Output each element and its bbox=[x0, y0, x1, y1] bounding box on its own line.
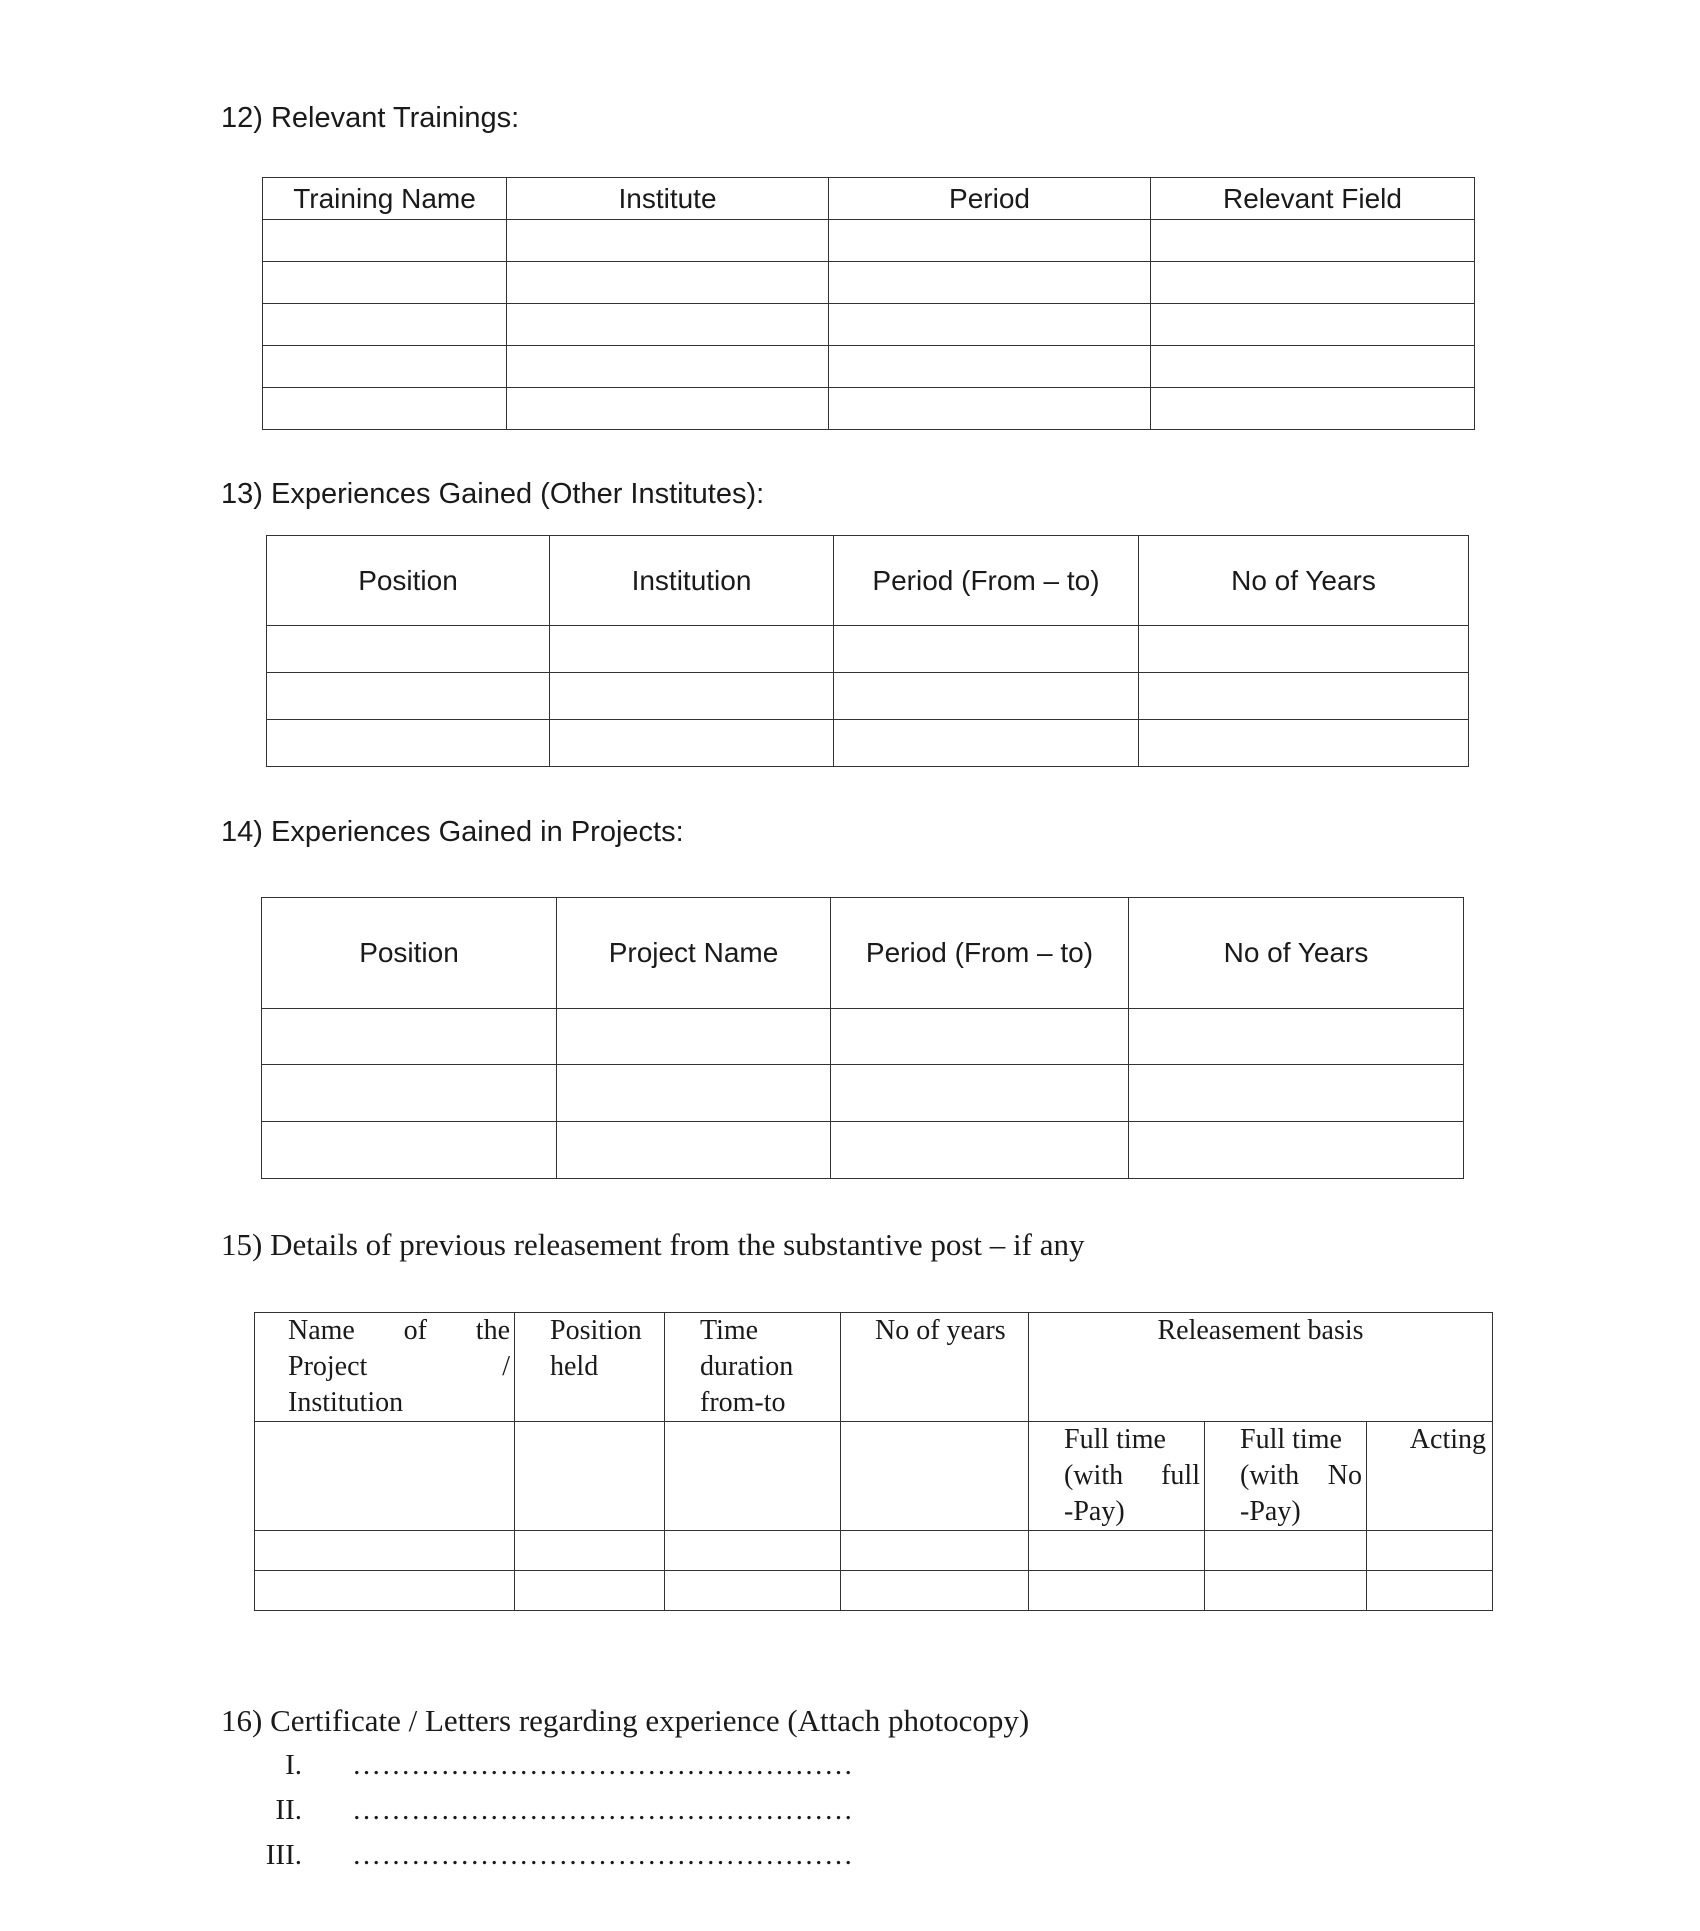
subheader-line: (with No bbox=[1240, 1460, 1362, 1491]
empty-cell[interactable] bbox=[1367, 1531, 1493, 1571]
empty-cell[interactable] bbox=[834, 720, 1139, 767]
other-institutes-experience-table bbox=[266, 535, 1469, 767]
empty-cell[interactable] bbox=[262, 1009, 557, 1065]
empty-cell[interactable] bbox=[1139, 720, 1469, 767]
empty-cell[interactable] bbox=[1129, 1122, 1464, 1179]
empty-cell[interactable] bbox=[263, 220, 507, 262]
col-header-line: Project / bbox=[288, 1351, 510, 1382]
col-header-line: Institution bbox=[288, 1387, 404, 1418]
empty-cell[interactable] bbox=[665, 1571, 841, 1611]
col-header-position-held: Position held bbox=[515, 1313, 665, 1422]
empty-cell[interactable] bbox=[829, 388, 1151, 430]
col-header-period: Period bbox=[829, 178, 1151, 220]
section-15-heading: 15) Details of previous releasement from the substantive post – if any bbox=[221, 1227, 1085, 1262]
empty-cell[interactable] bbox=[255, 1531, 515, 1571]
empty-cell[interactable] bbox=[1367, 1571, 1493, 1611]
empty-cell[interactable] bbox=[1029, 1531, 1205, 1571]
empty-cell[interactable] bbox=[255, 1571, 515, 1611]
empty-cell[interactable] bbox=[263, 346, 507, 388]
empty-cell[interactable] bbox=[507, 262, 829, 304]
table-row bbox=[255, 1571, 1493, 1611]
subheader-full-time-full-pay bbox=[1029, 1422, 1205, 1531]
dotted-line: …………………………………………… bbox=[352, 1794, 854, 1826]
empty-cell[interactable] bbox=[1151, 220, 1475, 262]
empty-cell[interactable] bbox=[515, 1571, 665, 1611]
list-item-number: III. bbox=[265, 1839, 302, 1871]
table-row bbox=[267, 720, 1469, 767]
empty-cell[interactable] bbox=[829, 262, 1151, 304]
empty-cell[interactable] bbox=[507, 388, 829, 430]
empty-cell[interactable] bbox=[1205, 1531, 1367, 1571]
empty-cell[interactable] bbox=[557, 1122, 831, 1179]
section-16-heading: 16) Certificate / Letters regarding experience (Attach photocopy) bbox=[221, 1703, 1030, 1738]
col-header-position: Position bbox=[267, 536, 550, 626]
section-13-heading: 13) Experiences Gained (Other Institutes): bbox=[221, 478, 765, 510]
empty-cell[interactable] bbox=[831, 1065, 1129, 1122]
empty-cell[interactable] bbox=[1151, 262, 1475, 304]
empty-cell[interactable] bbox=[557, 1009, 831, 1065]
empty-cell[interactable] bbox=[507, 304, 829, 346]
releasement-details-table bbox=[254, 1312, 1493, 1611]
subheader-line: -Pay) bbox=[1064, 1496, 1125, 1527]
subheader-acting: Acting bbox=[1367, 1422, 1493, 1531]
empty-cell[interactable] bbox=[1139, 673, 1469, 720]
col-header-period: Period (From – to) bbox=[831, 898, 1129, 1009]
section-14-heading: 14) Experiences Gained in Projects: bbox=[221, 816, 684, 848]
relevant-trainings-table bbox=[262, 177, 1475, 430]
empty-cell[interactable] bbox=[550, 673, 834, 720]
col-header-position: Position bbox=[262, 898, 557, 1009]
table-row bbox=[263, 220, 1475, 262]
section-12-heading: 12) Relevant Trainings: bbox=[221, 102, 520, 134]
subheader-full-time-no-pay bbox=[1205, 1422, 1367, 1531]
empty-cell[interactable] bbox=[831, 1009, 1129, 1065]
empty-cell[interactable] bbox=[550, 720, 834, 767]
col-header-no-of-years: No of years bbox=[841, 1313, 1029, 1422]
table-row bbox=[267, 626, 1469, 673]
dotted-line: …………………………………………… bbox=[352, 1749, 854, 1781]
col-header-institute: Institute bbox=[507, 178, 829, 220]
empty-cell[interactable] bbox=[841, 1571, 1029, 1611]
empty-cell[interactable] bbox=[829, 304, 1151, 346]
empty-cell[interactable] bbox=[263, 262, 507, 304]
empty-cell[interactable] bbox=[515, 1531, 665, 1571]
empty-cell[interactable] bbox=[1029, 1571, 1205, 1611]
empty-cell[interactable] bbox=[507, 346, 829, 388]
col-header-releasement-basis: Releasement basis bbox=[1029, 1313, 1493, 1422]
empty-cell[interactable] bbox=[557, 1065, 831, 1122]
empty-cell[interactable] bbox=[262, 1122, 557, 1179]
empty-cell[interactable] bbox=[263, 304, 507, 346]
list-item-number bbox=[240, 1749, 302, 1785]
dotted-line: …………………………………………… bbox=[352, 1839, 854, 1871]
list-item-number: I. bbox=[285, 1749, 302, 1781]
empty-cell[interactable] bbox=[834, 626, 1139, 673]
empty-cell[interactable] bbox=[829, 220, 1151, 262]
col-header-project-name: Project Name bbox=[557, 898, 831, 1009]
empty-cell[interactable] bbox=[665, 1531, 841, 1571]
col-header-time-duration: Time duration from-to bbox=[665, 1313, 841, 1422]
empty-cell[interactable] bbox=[1205, 1571, 1367, 1611]
table-row bbox=[267, 673, 1469, 720]
list-item-number: II. bbox=[275, 1794, 302, 1826]
projects-experience-table bbox=[261, 897, 1464, 1179]
table-row bbox=[263, 346, 1475, 388]
empty-cell[interactable] bbox=[1151, 346, 1475, 388]
empty-cell[interactable] bbox=[831, 1122, 1129, 1179]
table-row bbox=[255, 1531, 1493, 1571]
table-row bbox=[262, 1065, 1464, 1122]
empty-cell[interactable] bbox=[1129, 1009, 1464, 1065]
list-item-number bbox=[240, 1839, 302, 1875]
col-header-relevant-field: Relevant Field bbox=[1151, 178, 1475, 220]
empty-cell[interactable] bbox=[267, 720, 550, 767]
col-header-project-institution bbox=[255, 1313, 515, 1422]
col-header-no-of-years: No of Years bbox=[1129, 898, 1464, 1009]
list-item-number bbox=[240, 1794, 302, 1830]
empty-cell[interactable] bbox=[550, 626, 834, 673]
empty-cell[interactable] bbox=[834, 673, 1139, 720]
empty-cell[interactable] bbox=[262, 1065, 557, 1122]
subheader-line: Full time bbox=[1240, 1424, 1342, 1455]
empty-cell[interactable] bbox=[1139, 626, 1469, 673]
subheader-line: Full time bbox=[1064, 1424, 1166, 1455]
empty-cell[interactable] bbox=[1151, 388, 1475, 430]
table-row bbox=[262, 1122, 1464, 1179]
col-header-institution: Institution bbox=[550, 536, 834, 626]
table-row bbox=[263, 304, 1475, 346]
empty-cell[interactable] bbox=[1151, 304, 1475, 346]
table-row bbox=[263, 388, 1475, 430]
empty-cell[interactable] bbox=[665, 1422, 841, 1531]
empty-cell[interactable] bbox=[1129, 1065, 1464, 1122]
empty-cell[interactable] bbox=[829, 346, 1151, 388]
empty-cell[interactable] bbox=[515, 1422, 665, 1531]
col-header-no-of-years: No of Years bbox=[1139, 536, 1469, 626]
empty-cell[interactable] bbox=[841, 1531, 1029, 1571]
table-row bbox=[262, 1009, 1464, 1065]
col-header-line: Name of the bbox=[288, 1315, 510, 1346]
table-row bbox=[263, 262, 1475, 304]
subheader-line: (with full bbox=[1064, 1460, 1200, 1491]
empty-cell[interactable] bbox=[507, 220, 829, 262]
col-header-period: Period (From – to) bbox=[834, 536, 1139, 626]
empty-cell[interactable] bbox=[263, 388, 507, 430]
empty-cell[interactable] bbox=[255, 1422, 515, 1531]
subheader-line: -Pay) bbox=[1240, 1496, 1301, 1527]
col-header-training-name: Training Name bbox=[263, 178, 507, 220]
empty-cell[interactable] bbox=[267, 673, 550, 720]
empty-cell[interactable] bbox=[841, 1422, 1029, 1531]
empty-cell[interactable] bbox=[267, 626, 550, 673]
